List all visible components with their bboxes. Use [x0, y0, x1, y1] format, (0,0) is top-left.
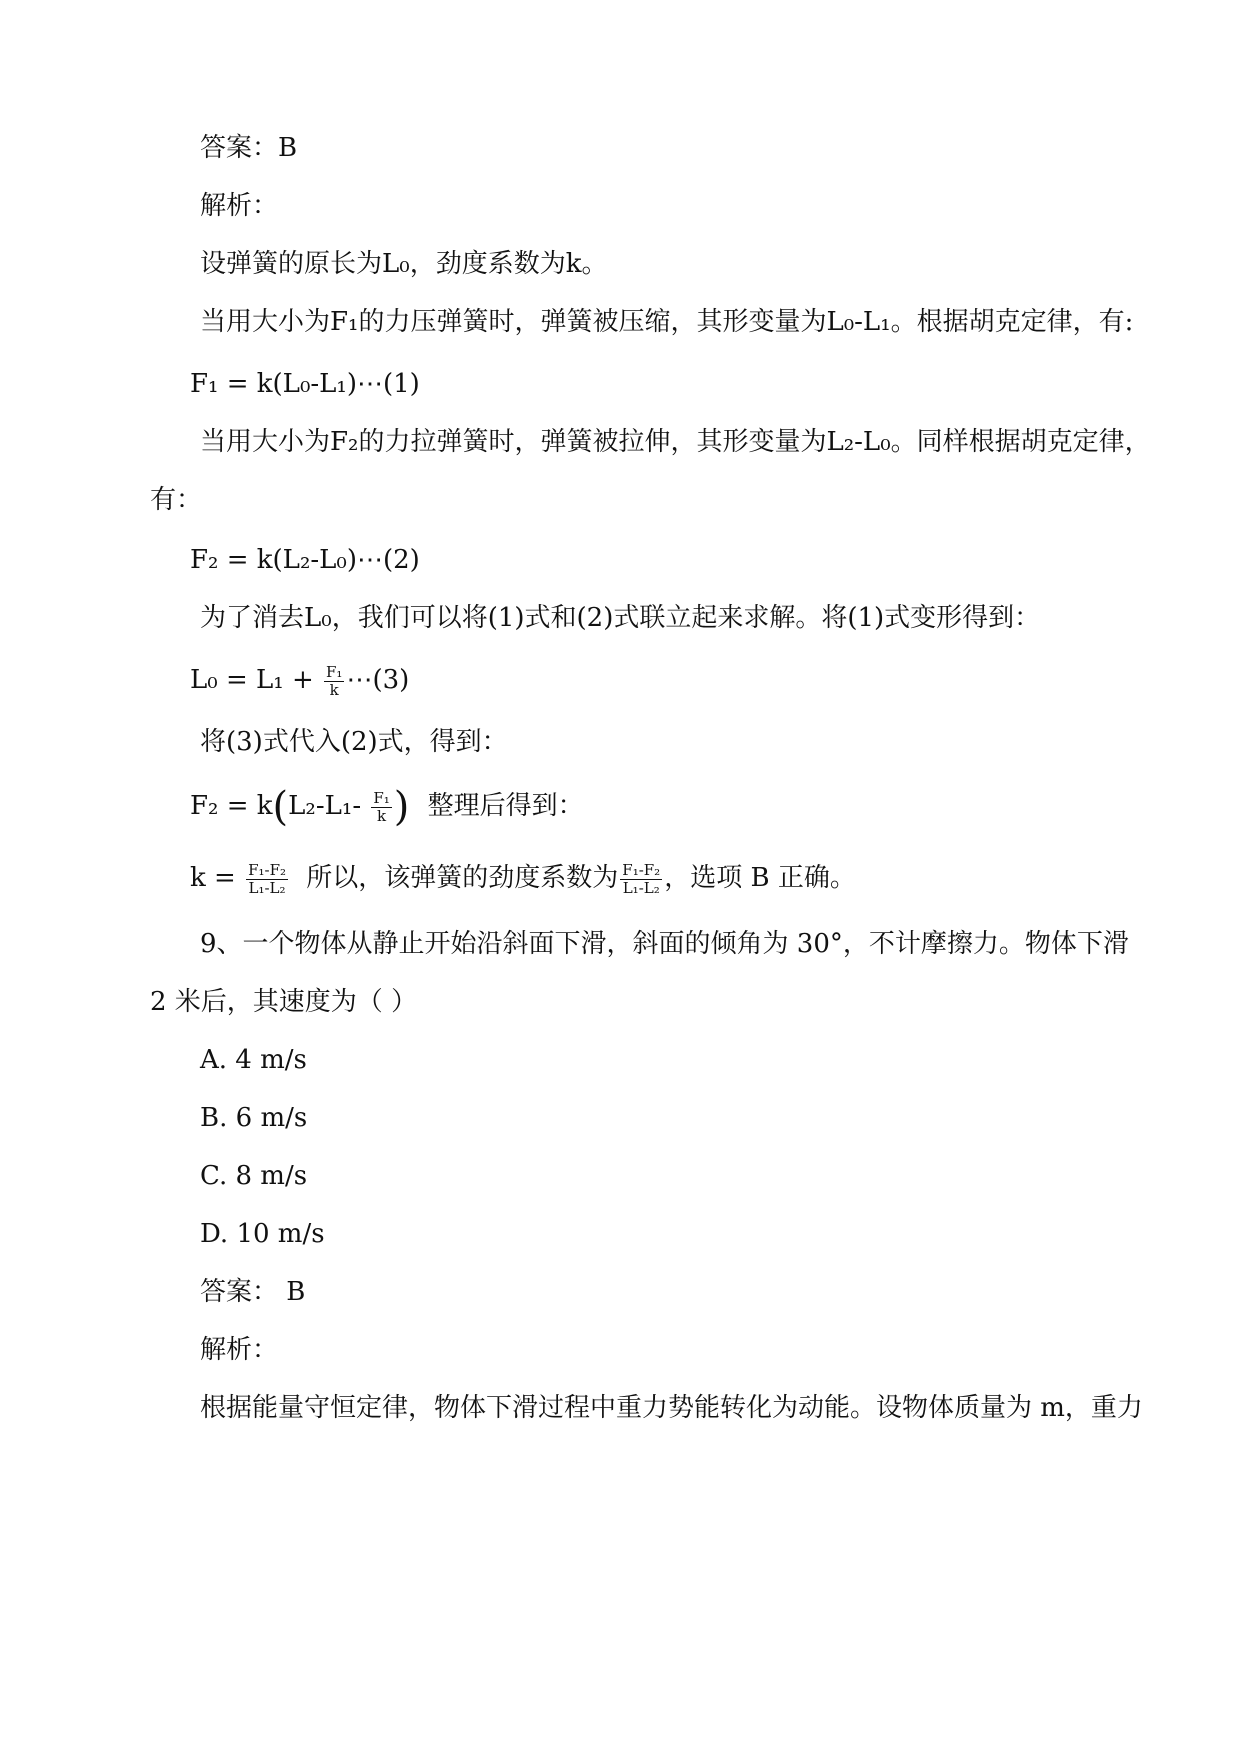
equation-5 — [190, 856, 1091, 900]
paragraph: 设弹簧的原长为L₀，劲度系数为k。 — [200, 249, 608, 279]
paragraph-continuation: 有： — [150, 485, 203, 515]
equation-3-fraction — [324, 664, 344, 699]
equation-3-tail: ⋯(3) — [346, 665, 410, 695]
equation-1: F₁ = k(L₀-L₁)⋯(1) — [190, 369, 420, 399]
fraction-numerator: F₁-F₂ — [248, 860, 286, 879]
paragraph: 当用大小为F₂的力拉弹簧时，弹簧被拉伸，其形变量为L₂-L₀。同样根据胡克定律， — [200, 427, 1151, 457]
equation-5-tail: ，选项 B 正确。 — [664, 863, 856, 893]
equation-3 — [190, 658, 1091, 702]
equation-4-lhs: F₂ = k — [190, 791, 273, 821]
left-paren-glyph: ( — [272, 784, 289, 830]
option-d: D. 10 m/s — [200, 1219, 325, 1249]
equation-4-fraction — [371, 790, 391, 825]
paragraph: 根据能量守恒定律，物体下滑过程中重力势能转化为动能。设物体质量为 m，重力 — [200, 1393, 1143, 1423]
fraction-numerator: F₁ — [326, 662, 343, 681]
fraction-numerator: F₁-F₂ — [622, 860, 661, 879]
equation-5-middle: 所以，该弹簧的劲度系数为 — [306, 863, 619, 893]
equation-3-lhs: L₀ = L₁ + — [190, 665, 314, 695]
fraction-denominator: k — [329, 680, 339, 699]
equation-5-fraction-inline — [620, 862, 662, 897]
equation-4 — [190, 784, 1091, 828]
equation-2: F₂ = k(L₂-L₀)⋯(2) — [190, 545, 420, 575]
option-b: B. 6 m/s — [200, 1103, 308, 1133]
equation-5-lhs: k = — [190, 863, 236, 893]
option-c: C. 8 m/s — [200, 1161, 308, 1191]
answer-line: 答案： B — [200, 1277, 306, 1307]
fraction-denominator: L₁-L₂ — [248, 878, 286, 897]
fraction-denominator: k — [377, 806, 387, 825]
paragraph: 为了消去L₀，我们可以将(1)式和(2)式联立起来求解。将(1)式变形得到： — [200, 603, 1041, 633]
equation-5-fraction — [246, 862, 288, 897]
fraction-denominator: L₁-L₂ — [622, 878, 660, 897]
paragraph: 当用大小为F₁的力压弹簧时，弹簧被压缩，其形变量为L₀-L₁。根据胡克定律，有: — [200, 307, 1134, 337]
option-a: A. 4 m/s — [200, 1045, 307, 1075]
fraction-numerator: F₁ — [373, 788, 390, 807]
equation-4-tail: 整理后得到： — [427, 791, 584, 821]
question-9-stem-continuation: 2 米后，其速度为（ ） — [150, 987, 418, 1017]
answer-line: 答案：B — [200, 133, 298, 163]
analysis-heading: 解析： — [200, 1335, 279, 1365]
question-9-stem: 9、一个物体从静止开始沿斜面下滑，斜面的倾角为 30°，不计摩擦力。物体下滑 — [200, 929, 1129, 959]
paragraph: 将(3)式代入(2)式，得到： — [200, 727, 508, 757]
analysis-heading: 解析： — [200, 191, 279, 221]
equation-4-middle: L₂-L₁- — [288, 791, 362, 821]
right-paren-glyph: ) — [393, 784, 410, 830]
